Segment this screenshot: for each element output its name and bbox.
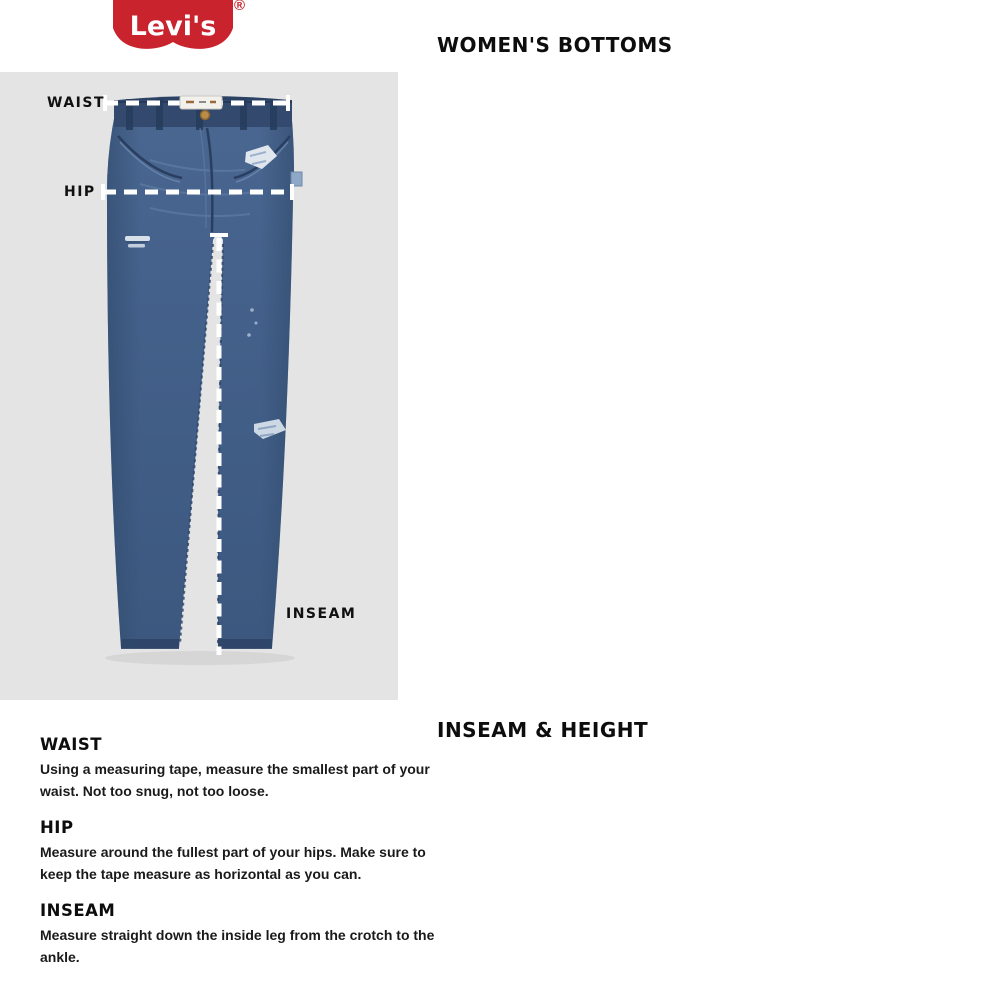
left-hem xyxy=(121,639,179,649)
levis-batwing-icon xyxy=(112,0,234,58)
registered-trademark: ® xyxy=(234,0,246,14)
inseam-instruction-text: Measure straight down the inside leg from the crotch to the ankle. xyxy=(40,927,435,965)
waist-diagram-label: WAIST xyxy=(47,95,105,111)
jeans-body xyxy=(107,96,302,649)
hip-instruction-text: Measure around the fullest part of your hips. Make sure to keep the tape measure as horizontal as you can. xyxy=(40,844,426,882)
logo-wordmark: Levi's xyxy=(129,11,217,42)
inseam-instruction-heading: INSEAM xyxy=(40,901,116,920)
hip-instruction-heading: HIP xyxy=(40,818,74,837)
levis-logo xyxy=(112,0,262,60)
inseam-diagram-label: INSEAM xyxy=(286,606,357,622)
hip-diagram-label: HIP xyxy=(64,184,96,200)
measurement-instructions xyxy=(40,735,437,984)
waist-instruction-heading: WAIST xyxy=(40,735,103,754)
waistband-tag xyxy=(180,96,222,109)
side-tab xyxy=(291,172,302,186)
waist-instruction-text: Using a measuring tape, measure the smallest part of your waist. Not too snug, not too loose. xyxy=(40,761,430,799)
jeans-shadow xyxy=(105,651,295,665)
bottoms-table-title: WOMEN'S BOTTOMS xyxy=(437,33,673,57)
inseam-table-title: INSEAM & HEIGHT xyxy=(437,718,649,742)
jeans-button xyxy=(201,111,210,120)
right-hem xyxy=(218,639,272,649)
